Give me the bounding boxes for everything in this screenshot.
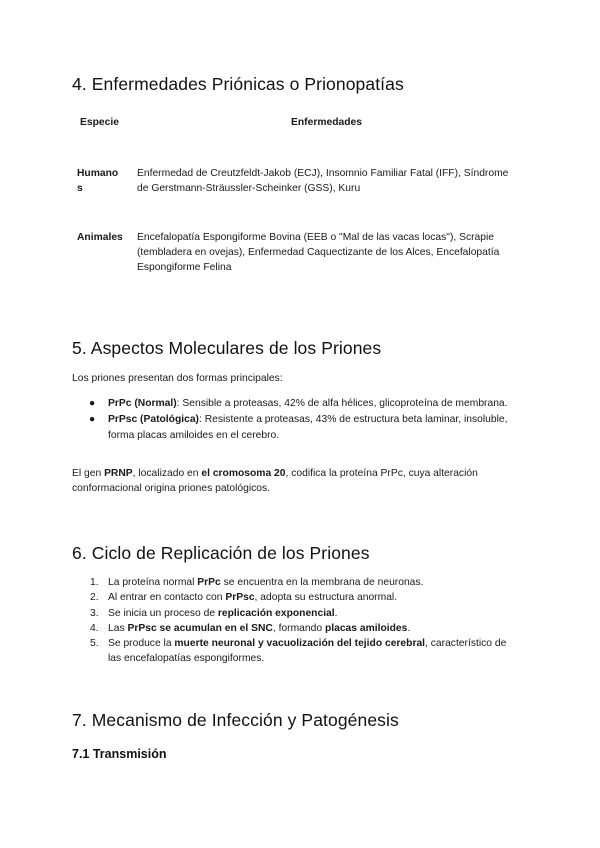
gene-name: PRNP — [104, 468, 133, 479]
text-run: Se produce la — [108, 638, 175, 650]
text-run: se encuentra en la membrana de neuronas. — [220, 577, 424, 588]
species-line: s — [77, 183, 83, 194]
text-run: Las — [108, 622, 128, 634]
form-name: PrPsc (Patológica) — [108, 414, 199, 426]
diseases-cell: Encefalopatía Espongiforme Bovina (EEB o "Mal de las vacas locas"), Scrapie (tembladera en ovejas), Enfermedad Caquectizante de los Alces, Encefalopatía Espongiforme Felina — [137, 232, 500, 273]
text-run: Se inicia un proceso de — [108, 607, 218, 619]
list-item — [72, 575, 522, 590]
form-name: PrPc (Normal) — [108, 398, 177, 409]
form-description: : Sensible a proteasas, 42% de alfa hélices, glicoproteína de membrana. — [176, 398, 508, 409]
section-7-1-subtitle: 7.1 Transmisión — [72, 747, 167, 761]
species-line: Humano — [77, 168, 119, 179]
list-item — [72, 636, 522, 667]
section-7-title: 7. Mecanismo de Infección y Patogénesis — [72, 710, 399, 730]
text-run: La proteína normal — [108, 577, 198, 588]
section-6-title: 6. Ciclo de Replicación de los Priones — [72, 543, 370, 563]
text-run: El gen — [72, 468, 105, 479]
diseases-cell: Enfermedad de Creutzfeldt-Jakob (ECJ), Insomnio Familiar Fatal (IFF), Síndrome de Gerstmann-Sträussler-Scheinker (GSS), Kuru — [137, 168, 509, 194]
list-item — [72, 590, 522, 605]
gene-paragraph — [72, 466, 522, 497]
text-run: , codifica la proteína PrPc, cuya alteración conformacional origina priones patológicos. — [72, 468, 478, 495]
section-4-title: 4. Enfermedades Priónicas o Prionopatías — [72, 74, 404, 94]
step-number: 5. — [90, 638, 99, 650]
text-run: , adopta su estructura anormal. — [254, 592, 398, 604]
bold-run: muerte neuronal y vacuolización del tejido cerebral — [174, 638, 426, 650]
step-number: 3. — [90, 607, 99, 619]
step-number: 4. — [90, 622, 99, 634]
text-run: Al entrar en contacto con — [108, 592, 226, 604]
step-number: 1. — [90, 577, 99, 588]
text-run: . — [334, 607, 338, 619]
text-run: , formando — [272, 622, 325, 634]
list-item — [72, 412, 517, 443]
bold-run: placas amiloides — [324, 622, 408, 634]
bullet-icon: ● — [89, 398, 96, 409]
table-header-diseases: Enfermedades — [291, 117, 362, 128]
intro-paragraph: Los priones presentan dos formas principales: — [72, 373, 283, 384]
section-5-title: 5. Aspectos Moleculares de los Priones — [72, 338, 382, 358]
form-description: : Resistente a proteasas, 43% de estructura beta laminar, insoluble, forma placas amiloides en el cerebro. — [108, 414, 508, 441]
species-cell — [77, 230, 132, 245]
list-item — [72, 396, 517, 411]
chromosome-name: el cromosoma 20 — [201, 468, 286, 479]
bold-run: PrPsc — [225, 592, 255, 604]
species-line: Animales — [77, 232, 123, 243]
table-header-species: Especie — [80, 117, 119, 128]
text-run: . — [407, 622, 411, 634]
species-cell — [77, 166, 132, 196]
list-item — [72, 606, 522, 621]
bold-run: PrPsc se acumulan en el SNC — [127, 622, 273, 634]
forms-list — [72, 396, 517, 444]
bold-run: replicación exponencial — [217, 607, 335, 619]
text-run: , localizado en — [132, 468, 202, 479]
bold-run: PrPc — [197, 577, 221, 588]
text-run: , característico de las encefalopatías espongiformes. — [108, 638, 507, 665]
bullet-icon: ● — [89, 414, 96, 426]
list-item — [72, 621, 522, 636]
replication-steps-list — [72, 575, 522, 667]
step-number: 2. — [90, 592, 99, 604]
